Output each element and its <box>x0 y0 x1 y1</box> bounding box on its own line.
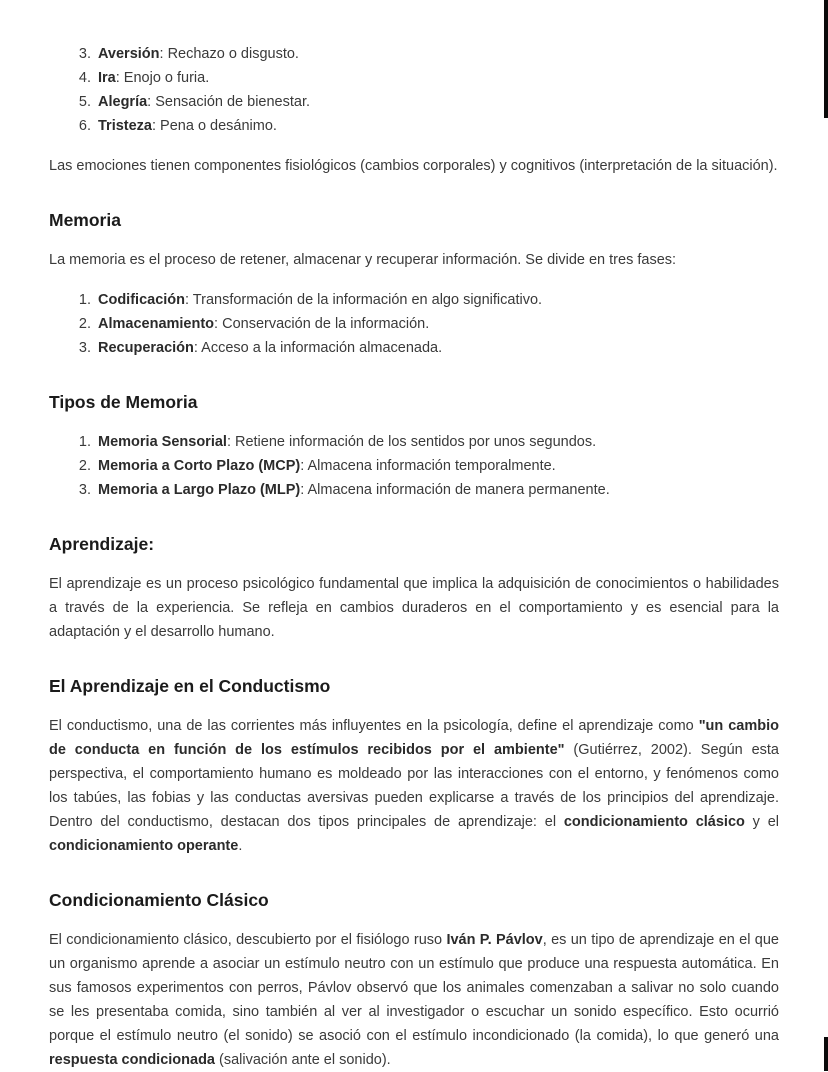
heading-aprendizaje: Aprendizaje: <box>49 534 155 554</box>
text-run: y el <box>744 814 780 830</box>
bold-run: respuesta condicionada <box>49 1052 215 1068</box>
list-item <box>95 42 779 66</box>
list-item <box>95 454 779 478</box>
right-edge-artifact-bottom <box>824 1037 828 1071</box>
text-run: El aprendizaje es un proceso psicológico fundamental que implica la adquisición de conocimientos o habilidades a través de la experiencia. Se refleja en cambios duraderos en el comportamiento y es esencial para la adaptación y el desarrollo humano. <box>49 576 779 640</box>
aprendizaje-paragraph <box>49 572 779 644</box>
bold-run: Iván P. Pávlov <box>446 932 543 948</box>
text-run: El condicionamiento clásico, descubierto por el fisiólogo ruso <box>49 932 447 948</box>
list-term: Ira <box>98 70 116 86</box>
list-item <box>95 114 779 138</box>
list-term: Codificación <box>98 292 186 308</box>
list-term: Memoria a Corto Plazo (MCP) <box>98 458 301 474</box>
memoria-intro-paragraph <box>49 248 779 272</box>
text-run: . <box>238 838 243 854</box>
list-item <box>95 90 779 114</box>
bold-run: "un cambio de conducta en función de los estímulos recibidos por el ambiente" <box>49 718 779 758</box>
list-term: Tristeza <box>98 118 152 134</box>
tipos-memoria-list <box>49 430 779 502</box>
text-run: , es un tipo de aprendizaje en el que un organismo aprende a asociar un estímulo neutro con un estímulo que produce una respuesta automática. En sus famosos experimentos con perros, Pávlov observó que los animales comenzaban a salivar no solo cuando se les presentaba comida, sino también al ver al investigador o escuchar un sonido específico. Esto ocurrió porque el estímulo neutro (el sonido) se asoció con el estímulo incondicionado (la comida), lo que generó una <box>49 932 779 1044</box>
list-desc: : Pena o desánimo. <box>152 118 277 134</box>
list-term: Almacenamiento <box>98 316 215 332</box>
list-item <box>95 66 779 90</box>
text-run: (salivación ante el sonido). <box>215 1052 391 1068</box>
memoria-fases-list <box>49 288 779 360</box>
list-desc: : Retiene información de los sentidos por unos segundos. <box>226 434 597 450</box>
bold-run: condicionamiento operante <box>49 838 239 854</box>
list-item <box>95 430 779 454</box>
list-desc: : Acceso a la información almacenada. <box>193 340 443 356</box>
text-run: La memoria es el proceso de retener, almacenar y recuperar información. Se divide en tres fases: <box>49 252 677 268</box>
condicionamiento-clasico-paragraph <box>49 928 779 1072</box>
conductismo-paragraph <box>49 714 779 858</box>
list-term: Aversión <box>98 46 160 62</box>
list-desc: : Transformación de la información en algo significativo. <box>185 292 543 308</box>
heading-memoria: Memoria <box>49 210 121 230</box>
list-term: Memoria a Largo Plazo (MLP) <box>98 482 301 498</box>
bold-run: condicionamiento clásico <box>563 814 745 830</box>
emotions-summary-paragraph <box>49 154 779 178</box>
list-item <box>95 288 779 312</box>
list-term: Recuperación <box>98 340 194 356</box>
list-desc: : Rechazo o disgusto. <box>159 46 299 62</box>
list-desc: : Enojo o furia. <box>115 70 210 86</box>
right-edge-artifact-top <box>824 0 828 118</box>
heading-aprendizaje-conductismo: El Aprendizaje en el Conductismo <box>49 676 331 696</box>
list-item <box>95 336 779 360</box>
list-desc: : Almacena información temporalmente. <box>300 458 556 474</box>
list-item <box>95 312 779 336</box>
heading-tipos-de-memoria: Tipos de Memoria <box>49 392 198 412</box>
text-run: El conductismo, una de las corrientes más influyentes en la psicología, define el aprendizaje como <box>49 718 699 734</box>
emotions-list <box>49 42 779 138</box>
text-run: (Gutiérrez, 2002). Según esta perspectiva, el comportamiento humano es moldeado por las interacciones con el entorno, y fenómenos como los tabúes, las fobias y las conductas aversivas pueden explicarse a través de los principios del aprendizaje. Dentro del conductismo, destacan dos tipos principales de aprendizaje: el <box>49 742 779 830</box>
document-content <box>49 42 779 1072</box>
list-desc: : Conservación de la información. <box>214 316 430 332</box>
heading-condicionamiento-clasico: Condicionamiento Clásico <box>49 890 269 910</box>
list-item <box>95 478 779 502</box>
list-desc: : Sensación de bienestar. <box>147 94 311 110</box>
list-term: Alegría <box>98 94 148 110</box>
list-term: Memoria Sensorial <box>98 434 227 450</box>
list-desc: : Almacena información de manera permanente. <box>300 482 610 498</box>
text-run: Las emociones tienen componentes fisiológicos (cambios corporales) y cognitivos (interpretación de la situación). <box>49 158 778 174</box>
